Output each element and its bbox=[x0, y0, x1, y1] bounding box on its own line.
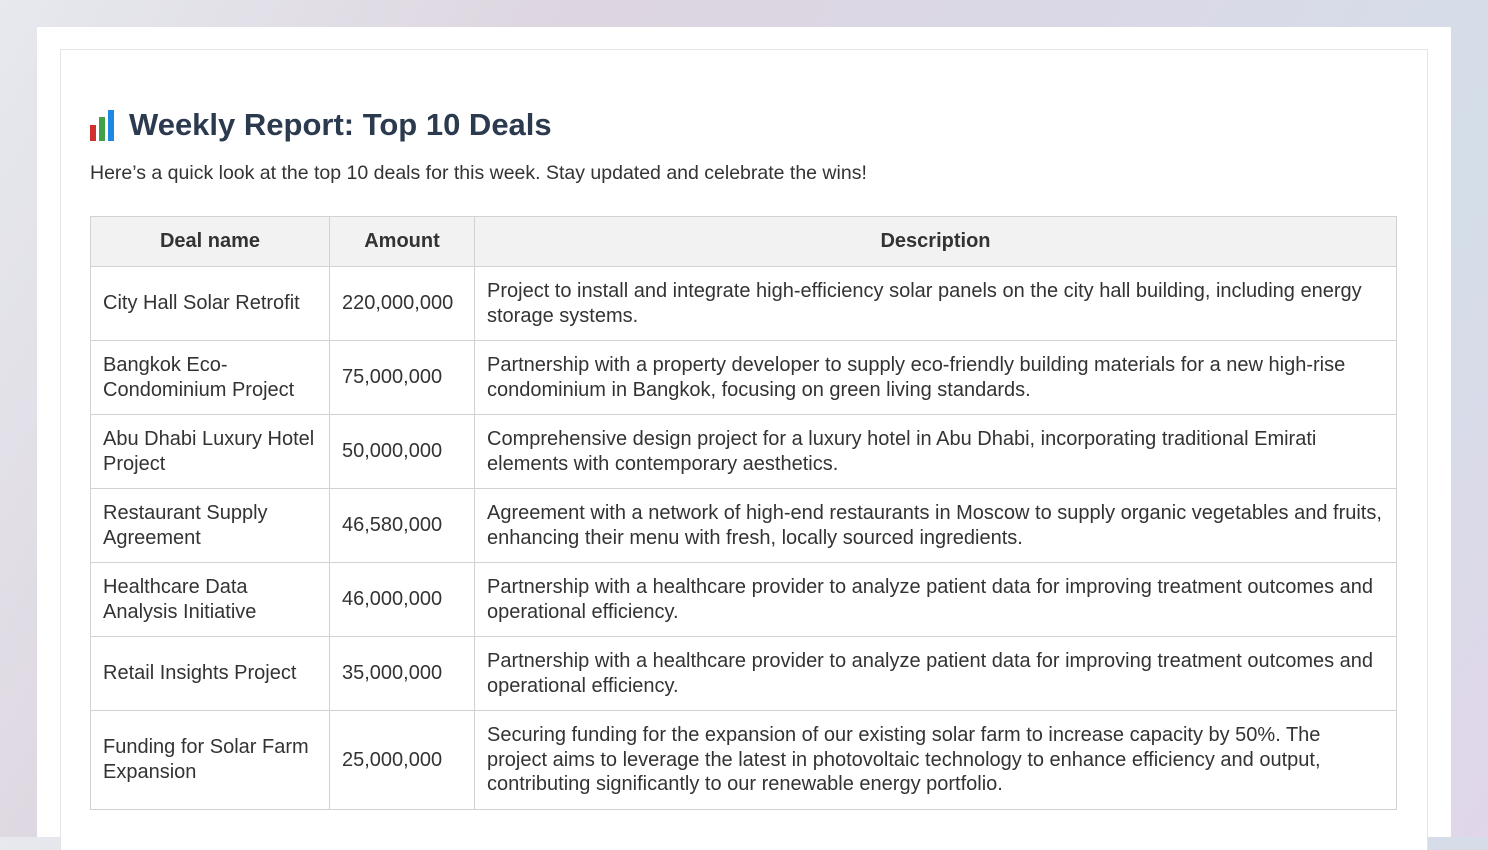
bar-chart-icon bbox=[90, 109, 119, 141]
description-cell: Agreement with a network of high-end restaurants in Moscow to supply organic vegetables and fruits, enhancing their menu with fresh, locally sourced ingredients. bbox=[475, 489, 1397, 563]
table-row bbox=[91, 267, 1397, 341]
amount-cell: 25,000,000 bbox=[330, 711, 475, 810]
amount-cell: 220,000,000 bbox=[330, 267, 475, 341]
bar-chart-bar bbox=[90, 125, 96, 141]
column-header-amount: Amount bbox=[330, 217, 475, 267]
deal-name-cell: Funding for Solar Farm Expansion bbox=[91, 711, 330, 810]
column-header-deal-name: Deal name bbox=[91, 217, 330, 267]
description-cell: Project to install and integrate high-efficiency solar panels on the city hall building, including energy storage systems. bbox=[475, 267, 1397, 341]
table-row bbox=[91, 637, 1397, 711]
table-row bbox=[91, 563, 1397, 637]
bar-chart-bar bbox=[108, 110, 114, 141]
bar-chart-bar bbox=[99, 117, 105, 141]
deals-table bbox=[90, 216, 1397, 810]
report-card bbox=[60, 49, 1428, 850]
description-cell: Partnership with a healthcare provider to analyze patient data for improving treatment outcomes and operational efficiency. bbox=[475, 563, 1397, 637]
title-text: Weekly Report: Top 10 Deals bbox=[129, 107, 552, 142]
column-header-description: Description bbox=[475, 217, 1397, 267]
description-cell: Securing funding for the expansion of our existing solar farm to increase capacity by 50%. The project aims to leverage the latest in photovoltaic technology to enhance efficiency and output, contributing significantly to our renewable energy portfolio. bbox=[475, 711, 1397, 810]
deal-name-cell: Healthcare Data Analysis Initiative bbox=[91, 563, 330, 637]
deal-name-cell: Abu Dhabi Luxury Hotel Project bbox=[91, 415, 330, 489]
amount-cell: 46,580,000 bbox=[330, 489, 475, 563]
deal-name-cell: City Hall Solar Retrofit bbox=[91, 267, 330, 341]
table-row bbox=[91, 415, 1397, 489]
amount-cell: 46,000,000 bbox=[330, 563, 475, 637]
table-row bbox=[91, 341, 1397, 415]
table-row bbox=[91, 711, 1397, 810]
description-cell: Partnership with a healthcare provider to analyze patient data for improving treatment outcomes and operational efficiency. bbox=[475, 637, 1397, 711]
intro-text: Here’s a quick look at the top 10 deals for this week. Stay updated and celebrate the wins! bbox=[90, 162, 867, 184]
deal-name-cell: Retail Insights Project bbox=[91, 637, 330, 711]
page-canvas bbox=[37, 27, 1451, 837]
amount-cell: 50,000,000 bbox=[330, 415, 475, 489]
description-cell: Partnership with a property developer to supply eco-friendly building materials for a new high-rise condominium in Bangkok, focusing on green living standards. bbox=[475, 341, 1397, 415]
amount-cell: 75,000,000 bbox=[330, 341, 475, 415]
description-cell: Comprehensive design project for a luxury hotel in Abu Dhabi, incorporating traditional Emirati elements with contemporary aesthetics. bbox=[475, 415, 1397, 489]
table-row bbox=[91, 489, 1397, 563]
page-title bbox=[90, 107, 552, 143]
deal-name-cell: Bangkok Eco-Condominium Project bbox=[91, 341, 330, 415]
amount-cell: 35,000,000 bbox=[330, 637, 475, 711]
header-row bbox=[91, 217, 1397, 267]
deal-name-cell: Restaurant Supply Agreement bbox=[91, 489, 330, 563]
